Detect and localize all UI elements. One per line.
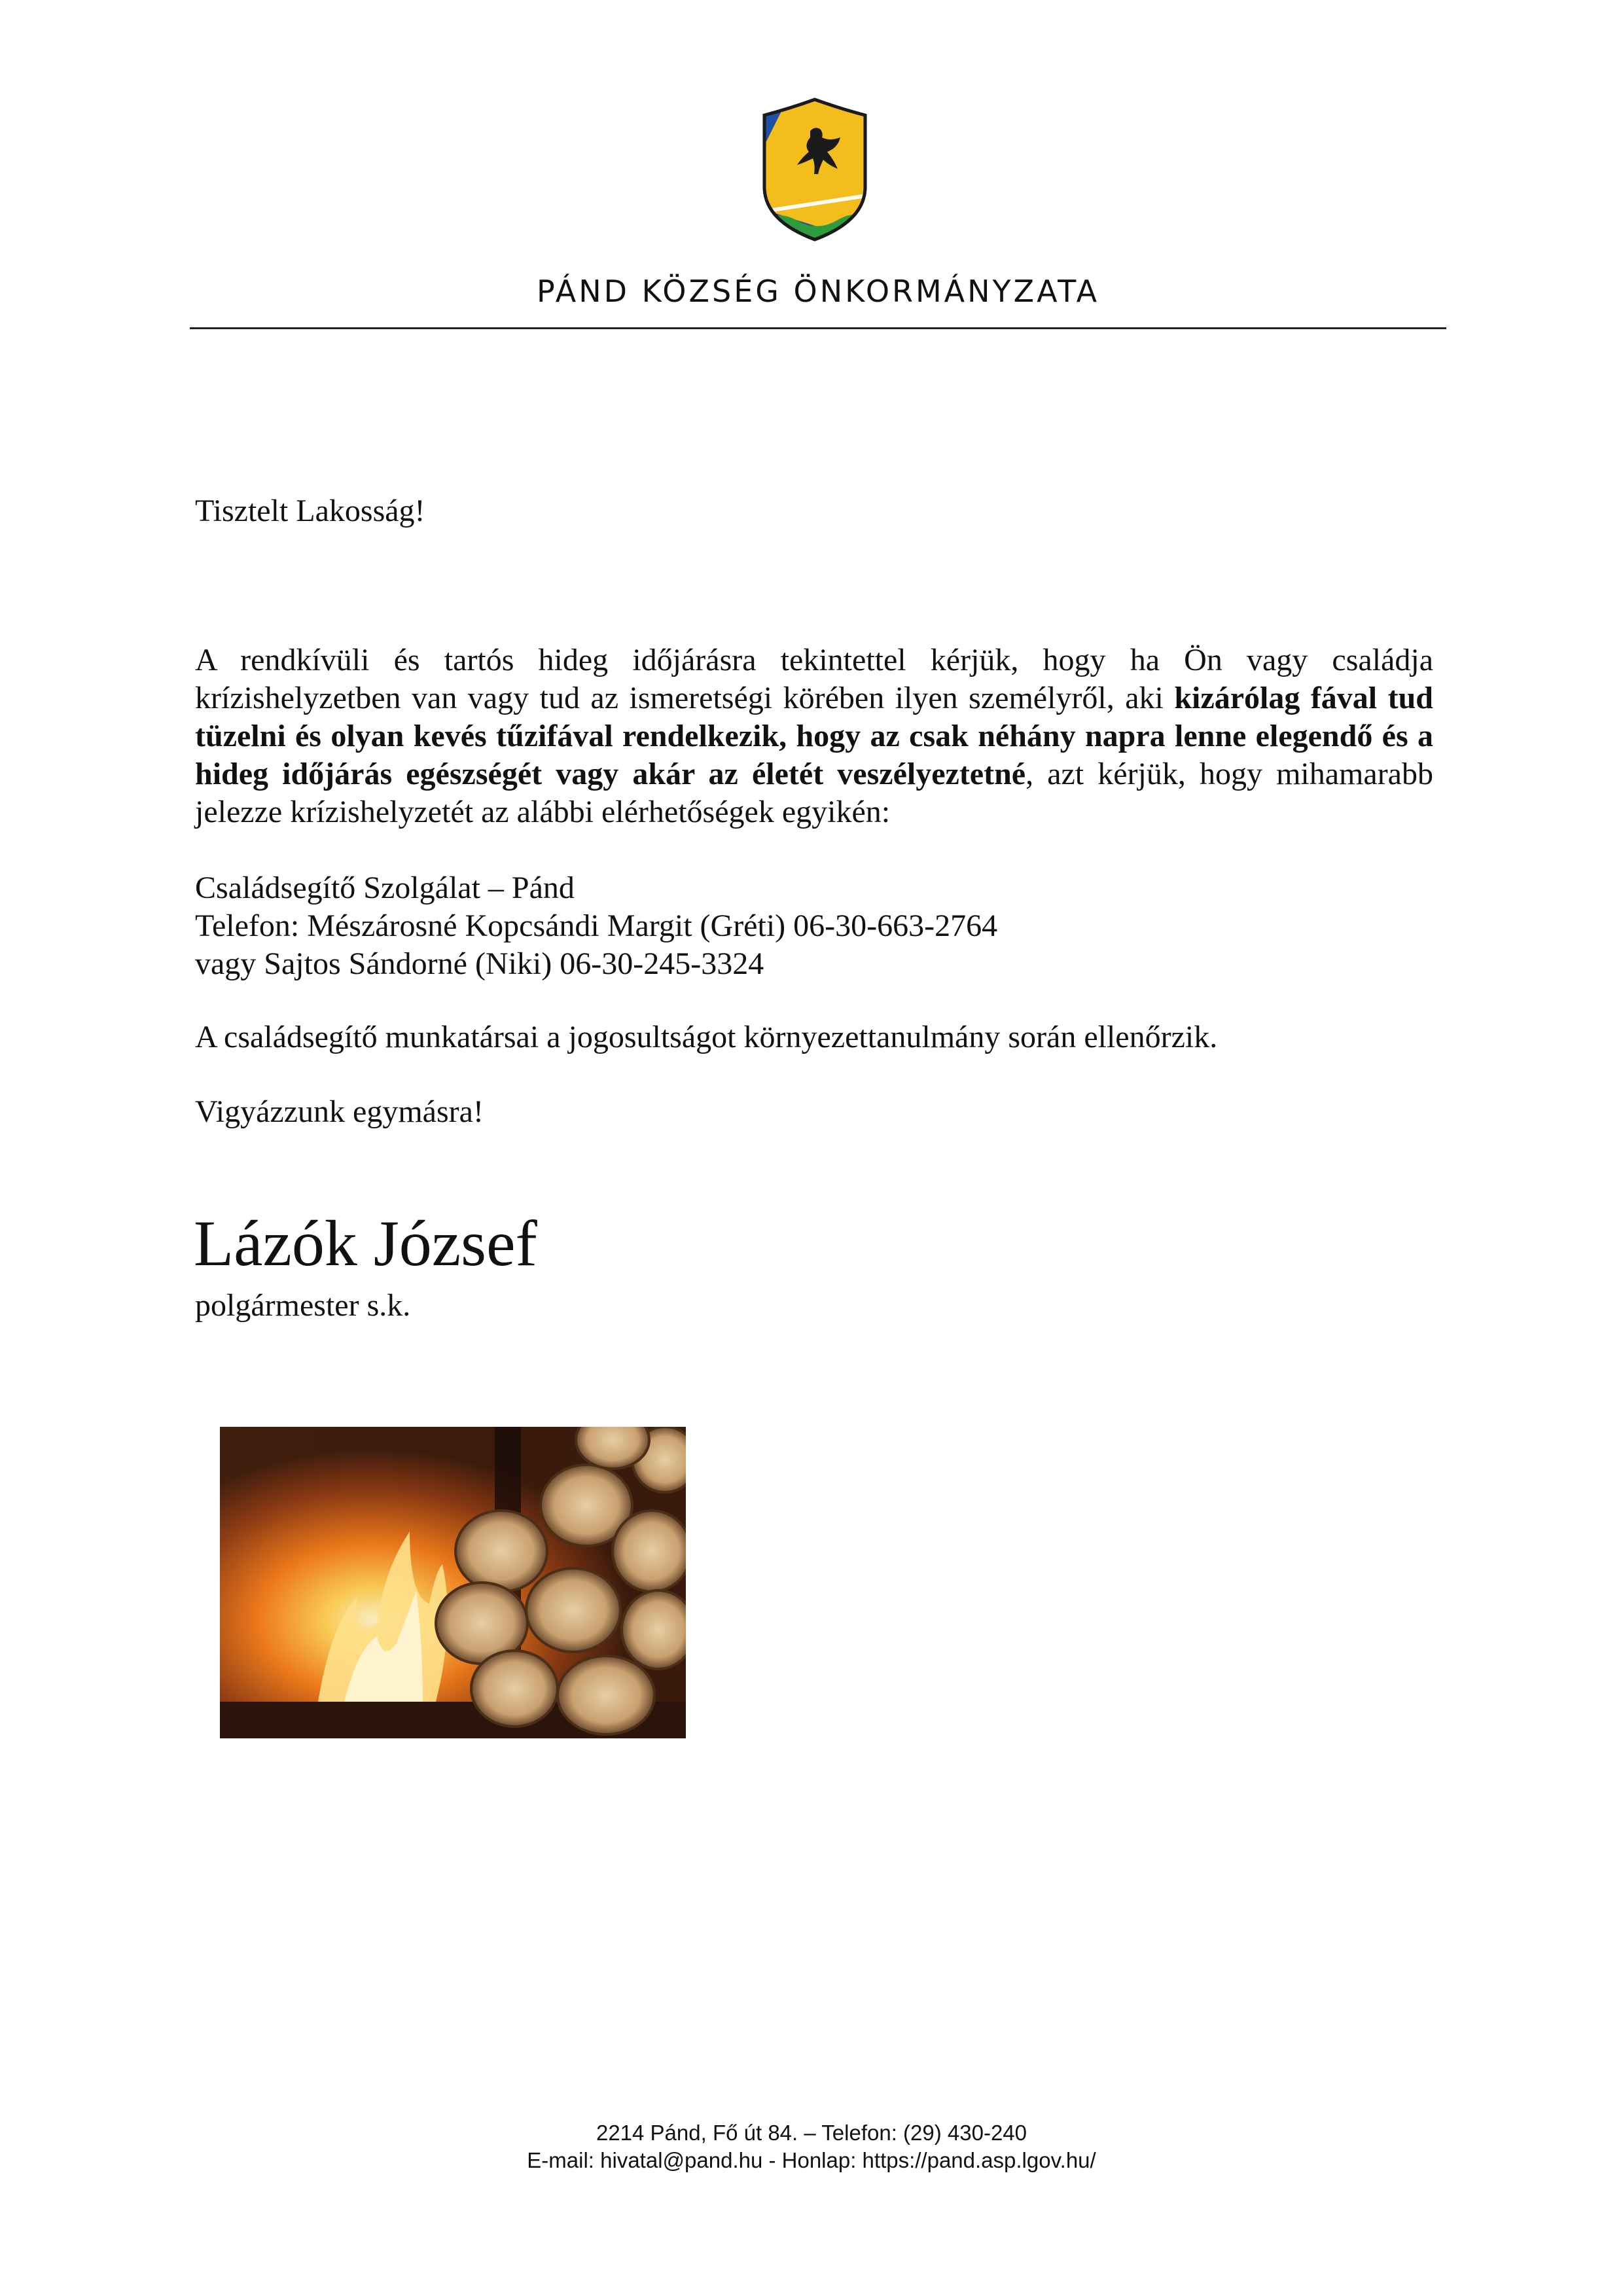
contact-list [195, 869, 997, 983]
coat-of-arms-icon [759, 97, 870, 243]
paragraph-emphasis: kizárólag fával tud tüzelni és olyan kevés tűzifával rendelkezik, hogy az csak néhány napra lenne elegendő és a hideg időjárás egészségét vagy akár az életét veszélyeztetné [195, 681, 1434, 791]
signature-name: Lázók József [194, 1207, 537, 1280]
footer-address: 2214 Pánd, Fő út 84. – Telefon: (29) 430-240 [596, 2121, 1027, 2145]
contact-phone-2: vagy Sajtos Sándorné (Niki) 06-30-245-3324 [195, 946, 764, 981]
footer [0, 2119, 1623, 2174]
footer-contact: E-mail: hivatal@pand.hu - Honlap: https://pand.asp.lgov.hu/ [527, 2148, 1096, 2172]
paragraph-text-2: , azt kérjük, hogy mihamarabb jelezze krízishelyzetét az alábbi elérhetőségek egyikén: [195, 757, 1433, 829]
main-paragraph [195, 641, 1433, 831]
paragraph-text-1: A rendkívüli és tartós hideg időjárásra tekintettel kérjük, hogy ha Ön vagy családja krízishelyzetben van vagy tud az ismeretségi körében ilyen személyről, aki [195, 643, 1433, 715]
contact-service: Családsegítő Szolgálat – Pánd [195, 870, 575, 905]
header-divider [190, 327, 1446, 329]
signature-role: polgármester s.k. [195, 1288, 411, 1323]
organization-title: PÁND KÖZSÉG ÖNKORMÁNYZATA [536, 274, 1100, 309]
fireplace-with-firewood-image [220, 1427, 686, 1738]
contact-phone-1: Telefon: Mészárosné Kopcsándi Margit (Gréti) 06-30-663-2764 [195, 908, 998, 943]
eligibility-note: A családsegítő munkatársai a jogosultságot környezettanulmány során ellenőrzik. [195, 1020, 1218, 1054]
closing-line: Vigyázzunk egymásra! [195, 1094, 484, 1129]
greeting: Tisztelt Lakosság! [195, 493, 425, 528]
